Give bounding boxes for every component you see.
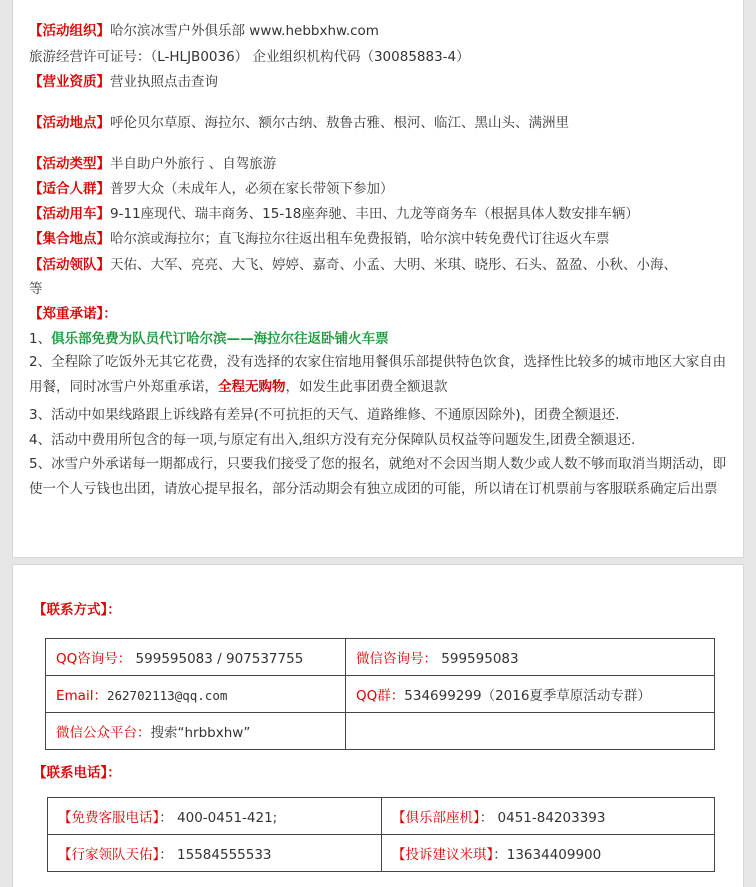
- empty-cell: [346, 713, 715, 750]
- promise-2-a: 2、全程除了吃饭外无其它花费，没有选择的农家住宿地用餐俱乐部提供特色饮食，选择性比较多的城市地区大家自由用餐，同时冰雪户外郑重承诺，: [29, 354, 727, 395]
- promise-1-text: 俱乐部免费为队员代订哈尔滨——海拉尔往返卧铺火车票: [51, 331, 389, 347]
- qq-cell: [46, 639, 346, 676]
- wechat-cell: [346, 639, 715, 676]
- place-label: 【活动地点】: [29, 115, 110, 131]
- phone-table: [47, 797, 715, 872]
- email-cell: [46, 676, 346, 713]
- org-line: [29, 21, 731, 41]
- meet-line: [29, 229, 731, 249]
- contact-card: [12, 564, 744, 887]
- license-line: 旅游经营许可证号：（L-HLJB0036） 企业组织机构代码（30085883-4）: [29, 49, 470, 65]
- wechat-label: 微信咨询号：: [356, 651, 437, 667]
- car-line: [29, 204, 731, 224]
- email-label: Email：: [56, 688, 107, 704]
- table-row: [46, 713, 715, 750]
- contact-title: 【联系方式】：: [33, 602, 121, 618]
- table-row: [46, 639, 715, 676]
- place-line: [29, 113, 731, 133]
- leader-line: [29, 255, 731, 275]
- place-value: 呼伦贝尔草原、海拉尔、额尔古纳、敖鲁古雅、根河、临江、黑山头、满洲里: [110, 115, 569, 131]
- crowd-label: 【适合人群】: [29, 181, 110, 197]
- org-value: 哈尔滨冰雪户外俱乐部: [110, 23, 245, 39]
- car-value: 9-11座现代、瑞丰商务、15-18座奔驰、丰田、九龙等商务车（根据具体人数安排车辆）: [110, 206, 639, 222]
- free-service-cell: [48, 798, 382, 835]
- qualification-line: [29, 72, 731, 92]
- qq-group-value: 534699299（2016夏季草原活动专群）: [404, 688, 651, 704]
- license-query-link[interactable]: 营业执照点击查询: [110, 74, 218, 90]
- qq-value: 599595083 / 907537755: [131, 651, 304, 667]
- type-label: 【活动类型】: [29, 156, 110, 172]
- guide-phone-label: 【行家领队天佑】: [58, 847, 160, 863]
- leader-value: 天佑、大军、亮亮、大飞、婷婷、嘉奇、小孟、大明、米琪、晓彤、石头、盈盈、小秋、小海、: [110, 257, 677, 273]
- wechat-value: 599595083: [437, 651, 519, 667]
- promise-4: 4、活动中费用所包含的每一项,与原定有出入,组织方没有充分保障队员权益等问题发生,团费全额退还.: [29, 432, 636, 448]
- promise-2: [29, 350, 731, 400]
- promise-title: [29, 304, 731, 324]
- wechat-public-cell: [46, 713, 346, 750]
- type-value: 半自助户外旅行 、自驾旅游: [110, 156, 277, 172]
- qq-label: QQ咨询号：: [56, 651, 132, 667]
- table-row: [46, 676, 715, 713]
- email-link[interactable]: 262702113@qq.com: [106, 688, 228, 703]
- qq-group-cell: [346, 676, 715, 713]
- phone-title: 【联系电话】：: [33, 765, 121, 781]
- complaint-phone-value: ：13634409900: [493, 847, 602, 863]
- promise-2-c: ，如发生此事团费全额退款: [285, 379, 448, 395]
- promise-2-highlight: 全程无购物: [218, 379, 286, 395]
- meet-label: 【集合地点】: [29, 231, 110, 247]
- promise-5: 5、冰雪户外承诺每一期都成行，只要我们接受了您的报名，就绝对不会因当期人数少或人数不够而取消当期活动，即使一个人亏钱也出团，请放心提早报名，部分活动期会有独立成团的可能，所以请在订机票前与客服联系确定后出票: [29, 456, 727, 497]
- promise-1: [29, 329, 731, 349]
- promise-label: 【郑重承诺】：: [29, 306, 117, 322]
- table-row: [48, 798, 715, 835]
- car-label: 【活动用车】: [29, 206, 110, 222]
- wechat-public-label: 微信公众平台：: [56, 725, 151, 741]
- club-phone-cell: [382, 798, 715, 835]
- club-phone-value: ： 0451-84203393: [479, 810, 606, 826]
- club-phone-label: 【俱乐部座机】: [392, 810, 480, 826]
- wechat-public-value: 搜索“hrbbxhw”: [150, 725, 251, 741]
- free-service-value: ： 400-0451-421;: [159, 810, 278, 826]
- guide-phone-cell: [48, 835, 382, 872]
- promise-3: 3、活动中如果线路跟上诉线路有差异(不可抗拒的天气、道路维修、不通原因除外)，团费全额退还.: [29, 407, 620, 423]
- org-label: 【活动组织】: [29, 23, 110, 39]
- activity-info-card: [12, 0, 744, 558]
- qual-label: 【营业资质】: [29, 74, 110, 90]
- promise-1-num: 1、: [29, 331, 52, 347]
- free-service-label: 【免费客服电话】: [58, 810, 160, 826]
- qq-group-label: QQ群：: [356, 688, 405, 704]
- meet-value: 哈尔滨或海拉尔；直飞海拉尔往返出租车免费报销，哈尔滨中转免费代订往返火车票: [110, 231, 610, 247]
- complaint-phone-cell: [382, 835, 715, 872]
- org-url-link[interactable]: www.hebbxhw.com: [249, 23, 379, 39]
- table-row: [48, 835, 715, 872]
- guide-phone-value: ： 15584555533: [159, 847, 272, 863]
- crowd-value: 普罗大众（未成年人，必须在家长带领下参加）: [110, 181, 394, 197]
- leader-line-cont: 等: [29, 281, 43, 297]
- type-line: [29, 154, 731, 174]
- contact-table: [45, 638, 715, 750]
- crowd-line: [29, 179, 731, 199]
- leader-label: 【活动领队】: [29, 257, 110, 273]
- complaint-phone-label: 【投诉建议米琪】: [392, 847, 494, 863]
